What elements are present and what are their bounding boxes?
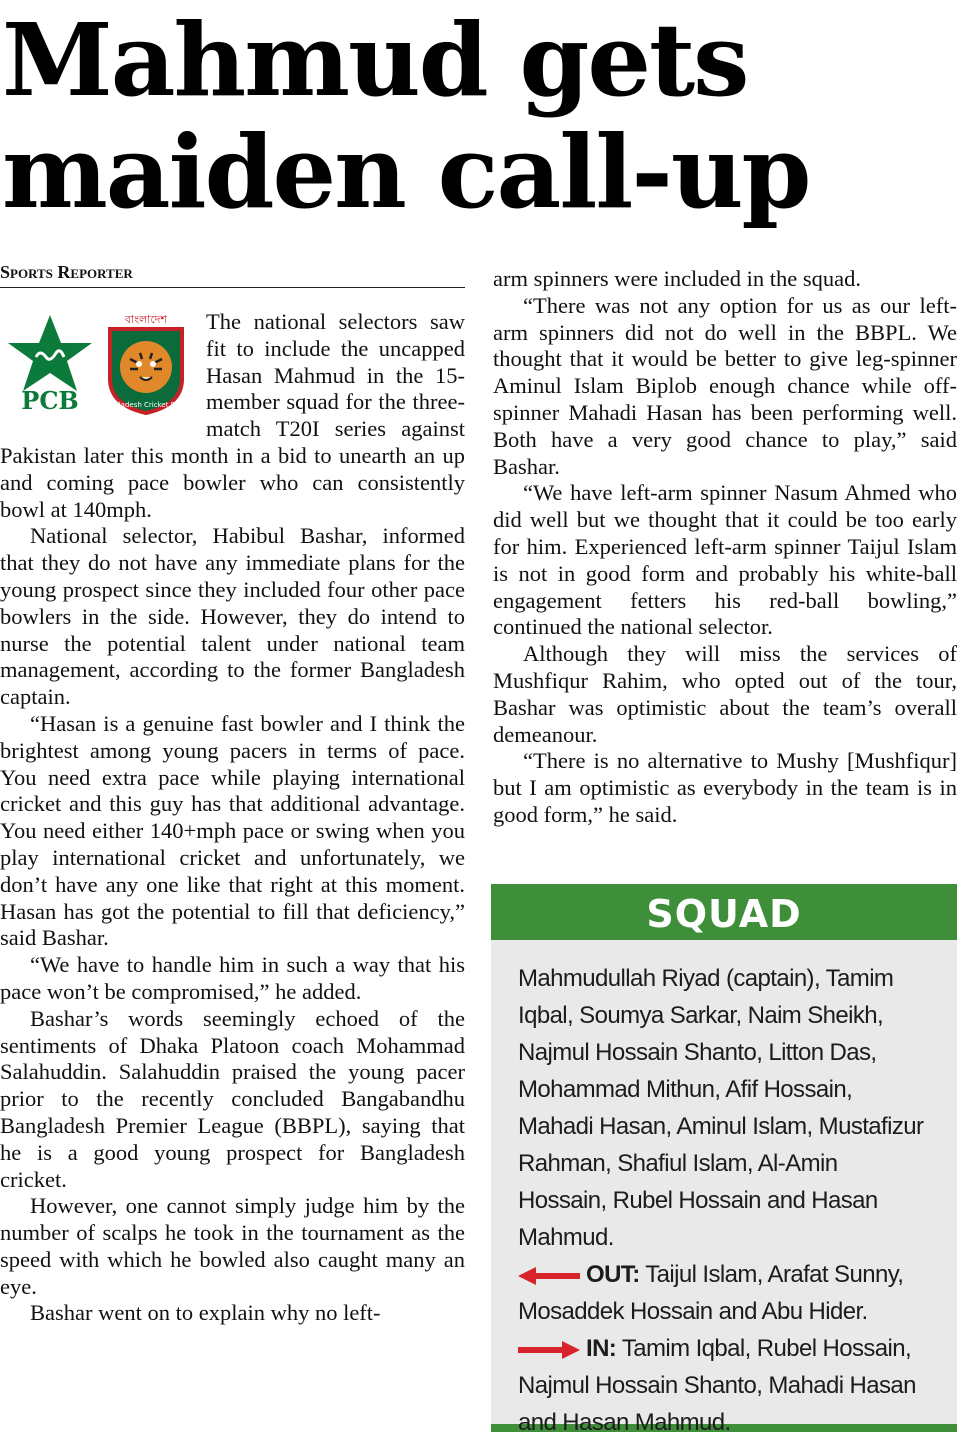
article-paragraph: “Hasan is a genuine fast bowler and I think the brightest among young pacers in terms of pace. You need extra pace while playing international cricket and this guy has that additional advantage. You need either 140+mph pace or swing when you play international cricket and unfortunately, we don’t have any one like that right at this moment. Hasan has got the potential to fill that deficiency,” said Bashar. (0, 710, 465, 951)
headline-line-2: maiden call-up (2, 113, 810, 231)
article-paragraph: Bashar’s words seemingly echoed of the sentiments of Dhaka Platoon coach Mohammad Salahuddin. Salahuddin praised the young pacer prior to the recently concluded Bangabandhu Bangladesh Premier League (BBPL), saying that he is a good young prospect for Bangladesh cricket. (0, 1005, 465, 1192)
squad-out (518, 1256, 931, 1330)
bcb-logo-ring-text: Bangladesh Cricket Board (100, 401, 192, 409)
article-column-2 (493, 266, 957, 829)
article-paragraph: Bashar went on to explain why no left- (30, 1300, 381, 1326)
byline: Sports Reporter (0, 262, 465, 288)
arrow-right-icon (518, 1341, 580, 1359)
arrow-left-icon (518, 1267, 580, 1285)
squad-out-list: Taijul Islam, Arafat Sunny, Mosaddek Hossain and Abu Hider. (518, 1261, 904, 1325)
squad-in-label: IN: (586, 1335, 617, 1362)
bcb-logo-top-text: বাংলাদেশ (124, 313, 168, 326)
headline (2, 1, 952, 231)
article-paragraph: “We have left-arm spinner Nasum Ahmed who did well but we thought that it could be too early for him. Experienced left-arm spinner Taijul Islam is not in good form and probably his white-ball engagement fetters his red-ball bowling,” continued the national selector. (493, 480, 957, 640)
article-paragraph: “We have to handle him in such a way that his pace won’t be compromised,” he added. (0, 952, 465, 1004)
bcb-logo (100, 309, 192, 415)
article-paragraph: Although they will miss the services of Mushfiqur Rahim, who opted out of the tour, Bashar was optimistic about the team’s overall demeanour. (493, 641, 957, 747)
squad-players: Mahmudullah Riyad (captain), Tamim Iqbal, Soumya Sarkar, Naim Sheikh, Najmul Hossain Shanto, Litton Das, Mohammad Mithun, Afif Hossain, Mahadi Hasan, Aminul Islam, Mustafizur Rahman, Shafiul Islam, Al-Amin Hossain, Rubel Hossain and Hasan Mahmud. (518, 965, 924, 1251)
pcb-logo-text: PCB (21, 386, 79, 413)
article-paragraph: However, one cannot simply judge him by the number of scalps he took in the tournament as the speed with which he bowled also caught many an eye. (0, 1193, 465, 1299)
headline-line-1: Mahmud gets (2, 1, 748, 119)
article-paragraph: “There is no alternative to Mushy [Mushfiqur] but I am optimistic as everybody in the team is in good form,” he said. (493, 748, 957, 827)
squad-in-list: Tamim Iqbal, Rubel Hossain, Najmul Hossain Shanto, Mahadi Hasan and Hasan Mahmud. (518, 1335, 916, 1436)
pcb-logo (0, 313, 100, 413)
article-intro: The national selectors saw fit to include the uncapped Hasan Mahmud in the 15-member squad for the three-match T20I series against Pakistan later this month in a bid to unearth an up and coming pace bowler who can consistently bowl at 140mph. (0, 309, 465, 522)
logos (0, 309, 200, 419)
article-paragraph: National selector, Habibul Bashar, informed that they do not have any immediate plans for the young prospect since they included four other pace bowlers in the side. However, they do intend to nurse the potential talent under national team management, according to the former Bangladesh captain. (0, 523, 465, 710)
squad-in (518, 1330, 931, 1441)
article-paragraph-continued: arm spinners were included in the squad. (493, 266, 862, 291)
article-paragraph: “There was not any option for us as our left-arm spinners did not do well in the BBPL. We thought that it would be better to give leg-spinner Aminul Islam Biplob enough chance while off-spinner Mahadi Hasan has been performing well. Both have a very good chance to play,” said Bashar. (493, 292, 957, 479)
squad-out-label: OUT: (586, 1261, 640, 1288)
article-column-1 (0, 309, 465, 1327)
squad-body (491, 940, 957, 1441)
squad-title: SQUAD (491, 884, 957, 940)
squad-box (491, 884, 957, 1436)
